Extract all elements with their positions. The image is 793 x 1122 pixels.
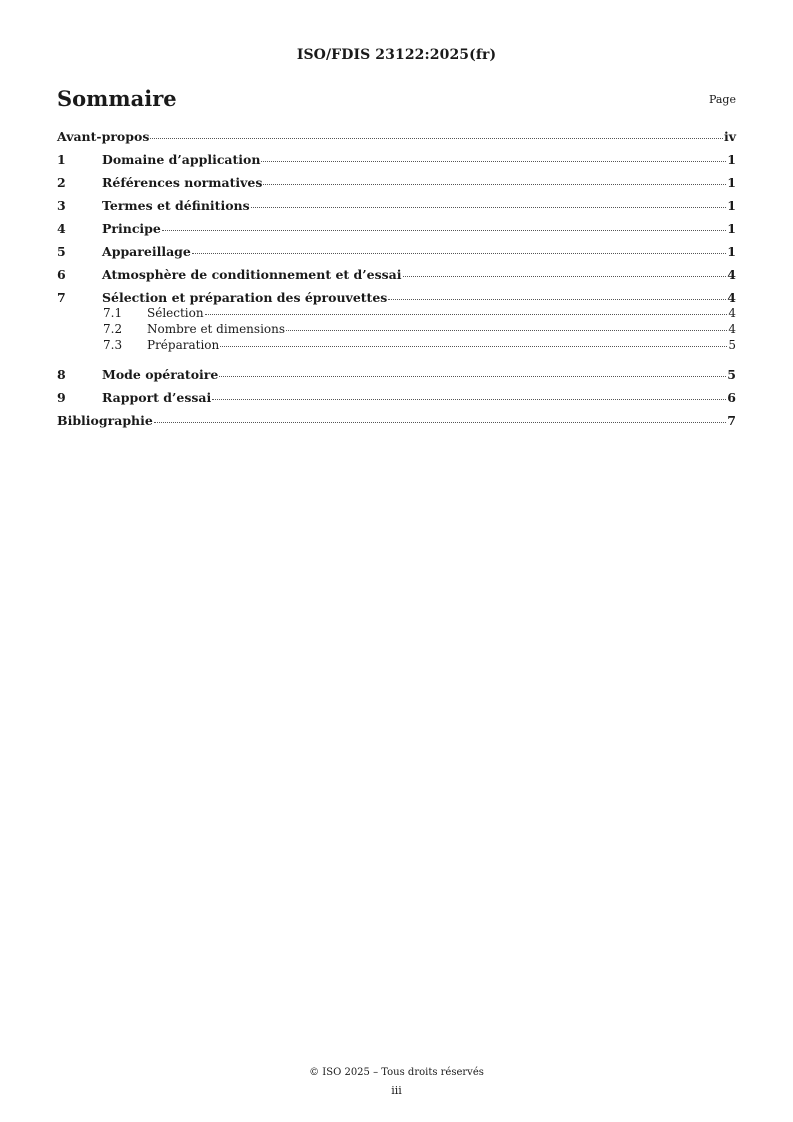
- toc-entry-page: 1: [727, 198, 736, 213]
- leader-dots: [212, 399, 726, 400]
- leader-dots: [205, 314, 728, 315]
- toc-entry-7-1[interactable]: [57, 306, 736, 320]
- toc-entry-1[interactable]: [57, 152, 736, 167]
- leader-dots: [220, 346, 727, 347]
- toc-entry-number: 1: [57, 152, 66, 167]
- toc-entry-number: 9: [57, 390, 66, 405]
- toc-entry-9[interactable]: [57, 390, 736, 405]
- toc-entry-number: 6: [57, 267, 66, 282]
- toc-entry-7[interactable]: [57, 290, 736, 305]
- toc-entry-page: 5: [727, 367, 736, 382]
- leader-dots: [219, 376, 726, 377]
- toc-entry-title: Appareillage: [102, 244, 191, 259]
- toc-entry-page: 1: [727, 152, 736, 167]
- toc-entry-5[interactable]: [57, 244, 736, 259]
- toc-entry-page: 6: [727, 390, 736, 405]
- toc-entry-bibliographie[interactable]: [57, 413, 736, 428]
- toc-entry-page: iv: [723, 129, 736, 144]
- toc-entry-page: 4: [728, 322, 736, 336]
- toc-entry-page: 4: [727, 290, 736, 305]
- toc-entry-3[interactable]: [57, 198, 736, 213]
- leader-dots: [192, 253, 726, 254]
- toc-entry-2[interactable]: [57, 175, 736, 190]
- toc-entry-8[interactable]: [57, 367, 736, 382]
- toc-entry-number: 7.1: [103, 306, 123, 320]
- toc-entry-title: Références normatives: [102, 175, 263, 190]
- toc-entry-number: 7.3: [103, 338, 123, 352]
- leader-dots: [150, 138, 723, 139]
- toc-entry-title: Termes et définitions: [102, 198, 250, 213]
- toc-entry-number: 5: [57, 244, 66, 259]
- copyright-notice: © ISO 2025 – Tous droits réservés: [309, 1067, 484, 1078]
- toc-entry-number: 7.2: [103, 322, 123, 336]
- toc-entry-title: Rapport d’essai: [102, 390, 212, 405]
- toc-entry-title: Principe: [102, 221, 161, 236]
- leader-dots: [403, 276, 727, 277]
- toc-entry-page: 1: [727, 221, 736, 236]
- toc-entry-7-3[interactable]: [57, 338, 736, 352]
- leader-dots: [286, 330, 727, 331]
- toc-entry-title: Sélection: [147, 306, 204, 320]
- toc-title: Sommaire: [57, 86, 177, 111]
- toc-entry-title: Préparation: [147, 338, 220, 352]
- toc-entry-number: 3: [57, 198, 66, 213]
- toc-entry-4[interactable]: [57, 221, 736, 236]
- toc-entry-page: 4: [727, 267, 736, 282]
- toc-entry-number: 2: [57, 175, 66, 190]
- toc-entry-title: Mode opératoire: [102, 367, 219, 382]
- toc-entry-7-2[interactable]: [57, 322, 736, 336]
- toc-entry-page: 7: [727, 413, 736, 428]
- leader-dots: [261, 161, 726, 162]
- toc-entry-title: Domaine d’application: [102, 152, 261, 167]
- toc-entry-number: 4: [57, 221, 66, 236]
- toc-entry-title: Avant-propos: [57, 129, 150, 144]
- leader-dots: [388, 299, 726, 300]
- leader-dots: [251, 207, 727, 208]
- toc-entry-title: Sélection et préparation des éprouvettes: [102, 290, 388, 305]
- toc-entry-6[interactable]: [57, 267, 736, 282]
- leader-dots: [263, 184, 726, 185]
- toc-entry-title: Nombre et dimensions: [147, 322, 286, 336]
- leader-dots: [154, 422, 726, 423]
- toc-entry-number: 8: [57, 367, 66, 382]
- toc-entry-page: 5: [728, 338, 736, 352]
- page-number: iii: [391, 1084, 402, 1097]
- toc-entry-avant-propos[interactable]: [57, 129, 736, 144]
- toc-entry-page: 4: [728, 306, 736, 320]
- document-id: ISO/FDIS 23122:2025(fr): [296, 47, 497, 63]
- toc-entry-number: 7: [57, 290, 66, 305]
- page-column-label: Page: [708, 93, 736, 106]
- leader-dots: [162, 230, 726, 231]
- toc-entry-title: Atmosphère de conditionnement et d’essai: [102, 267, 402, 282]
- toc-entry-title: Bibliographie: [57, 413, 153, 428]
- toc-entry-page: 1: [727, 175, 736, 190]
- toc-entry-page: 1: [727, 244, 736, 259]
